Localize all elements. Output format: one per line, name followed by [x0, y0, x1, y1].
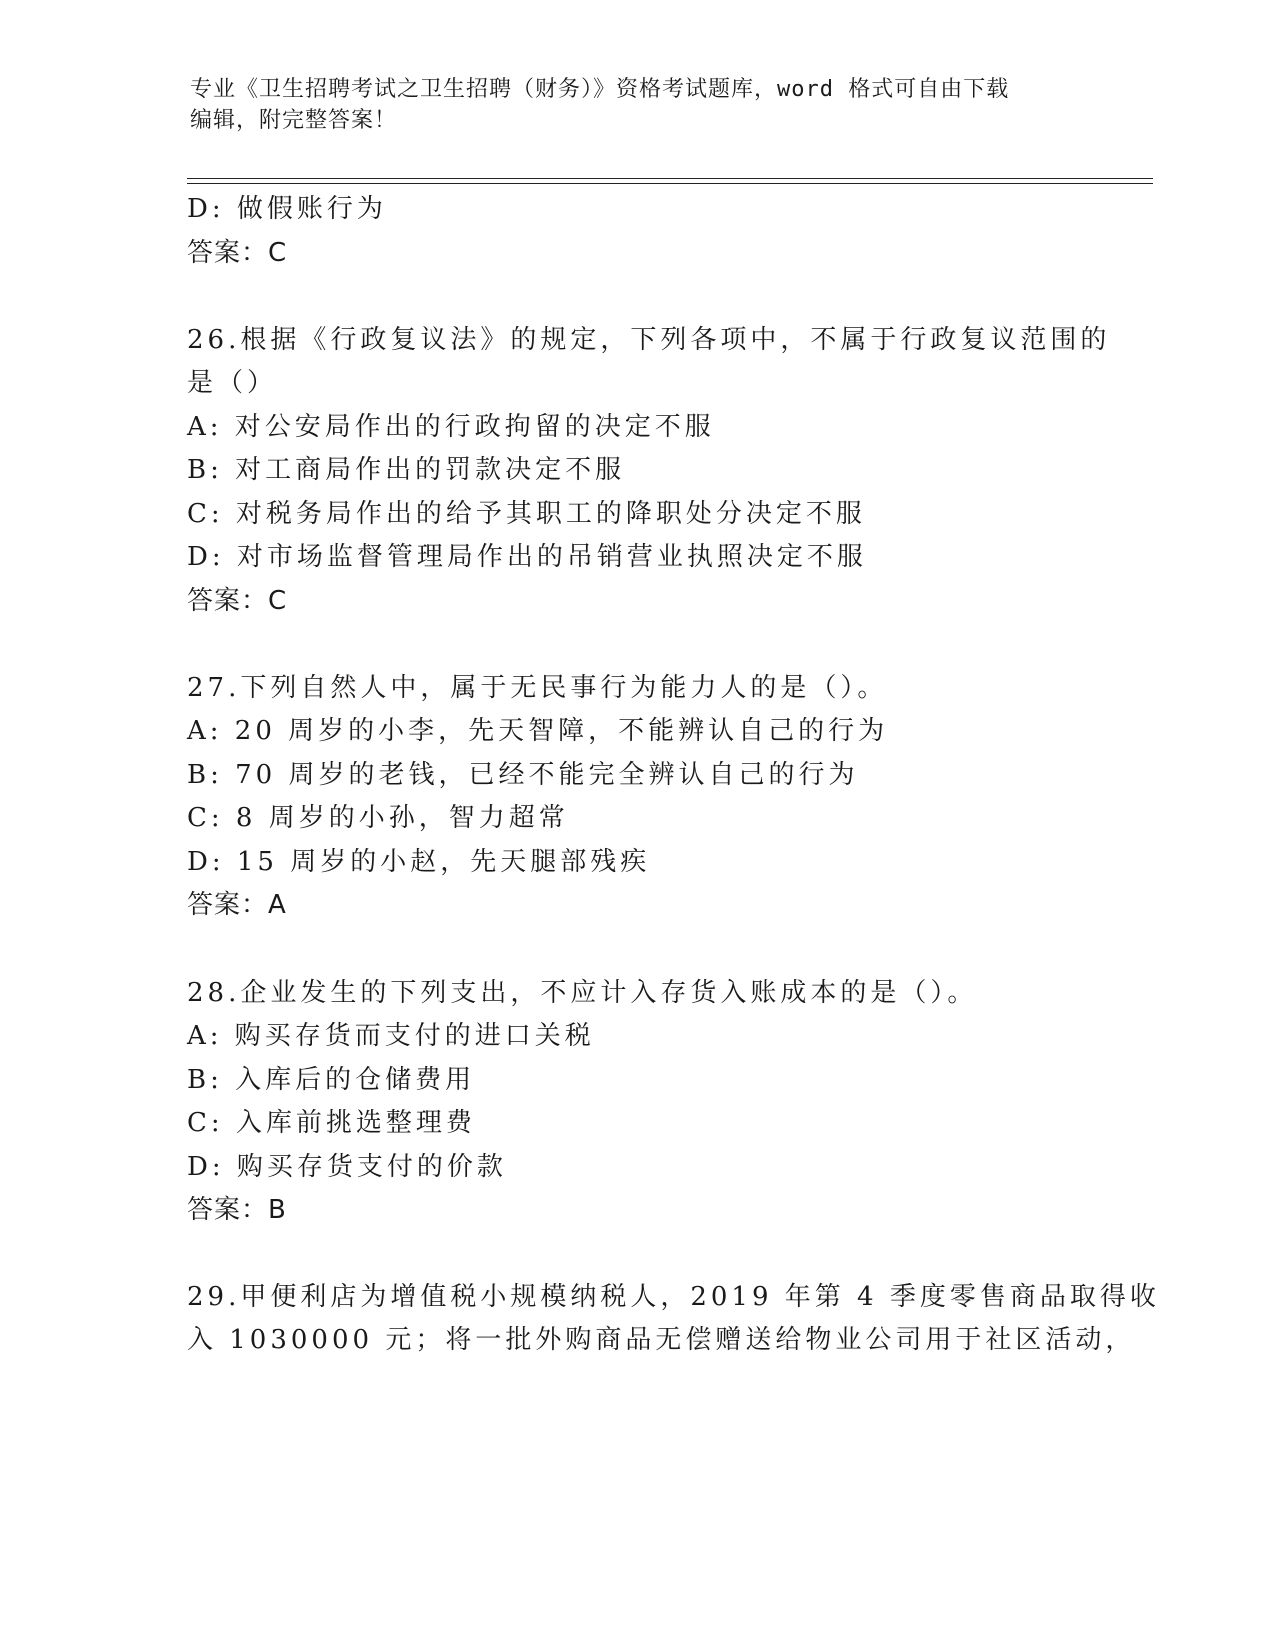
question-27-answer: 答案：A — [187, 890, 287, 920]
question-27-stem-line-1: 27.下列自然人中，属于无民事行为能力人的是（）。 — [187, 673, 888, 703]
previous-answer: 答案：C — [187, 238, 288, 268]
question-29-stem-line-2: 入 1030000 元；将一批外购商品无偿赠送给物业公司用于社区活动， — [187, 1325, 1136, 1355]
question-26-option-c: C: 对税务局作出的给予其职工的降职处分决定不服 — [187, 499, 866, 529]
question-28-option-b: B: 入库后的仓储费用 — [187, 1065, 476, 1095]
header-divider-bottom — [187, 183, 1153, 184]
question-28-option-c: C: 入库前挑选整理费 — [187, 1108, 476, 1138]
question-29-stem-line-1: 29.甲便利店为增值税小规模纳税人，2019 年第 4 季度零售商品取得收 — [187, 1282, 1160, 1312]
question-26-option-d: D: 对市场监督管理局作出的吊销营业执照决定不服 — [187, 542, 867, 572]
question-26-option-a: A: 对公安局作出的行政拘留的决定不服 — [187, 412, 715, 442]
question-26-answer: 答案：C — [187, 586, 288, 616]
question-26-option-b: B: 对工商局作出的罚款决定不服 — [187, 455, 626, 485]
question-26-stem-line-2: 是（） — [187, 368, 278, 398]
question-28-answer: 答案：B — [187, 1195, 287, 1225]
question-27-option-c: C: 8 周岁的小孙，智力超常 — [187, 803, 569, 833]
document-header — [190, 74, 1090, 136]
header-divider-top — [187, 178, 1153, 179]
question-26-stem-line-1: 26.根据《行政复议法》的规定，下列各项中，不属于行政复议范围的 — [187, 325, 1111, 355]
question-27-option-d: D: 15 周岁的小赵，先天腿部残疾 — [187, 847, 651, 877]
question-28-option-d: D: 购买存货支付的价款 — [187, 1152, 507, 1182]
previous-option-d: D: 做假账行为 — [187, 194, 387, 224]
question-27-option-a: A: 20 周岁的小李，先天智障，不能辨认自己的行为 — [187, 716, 889, 746]
question-27-option-b: B: 70 周岁的老钱，已经不能完全辨认自己的行为 — [187, 760, 859, 790]
question-28-stem-line-1: 28.企业发生的下列支出，不应计入存货入账成本的是（）。 — [187, 978, 978, 1008]
header-line-2: 编辑，附完整答案！ — [190, 108, 398, 133]
question-28-option-a: A: 购买存货而支付的进口关税 — [187, 1021, 595, 1051]
header-line-1: 专业《卫生招聘考试之卫生招聘（财务）》资格考试题库，word 格式可自由下载 — [190, 77, 1010, 102]
